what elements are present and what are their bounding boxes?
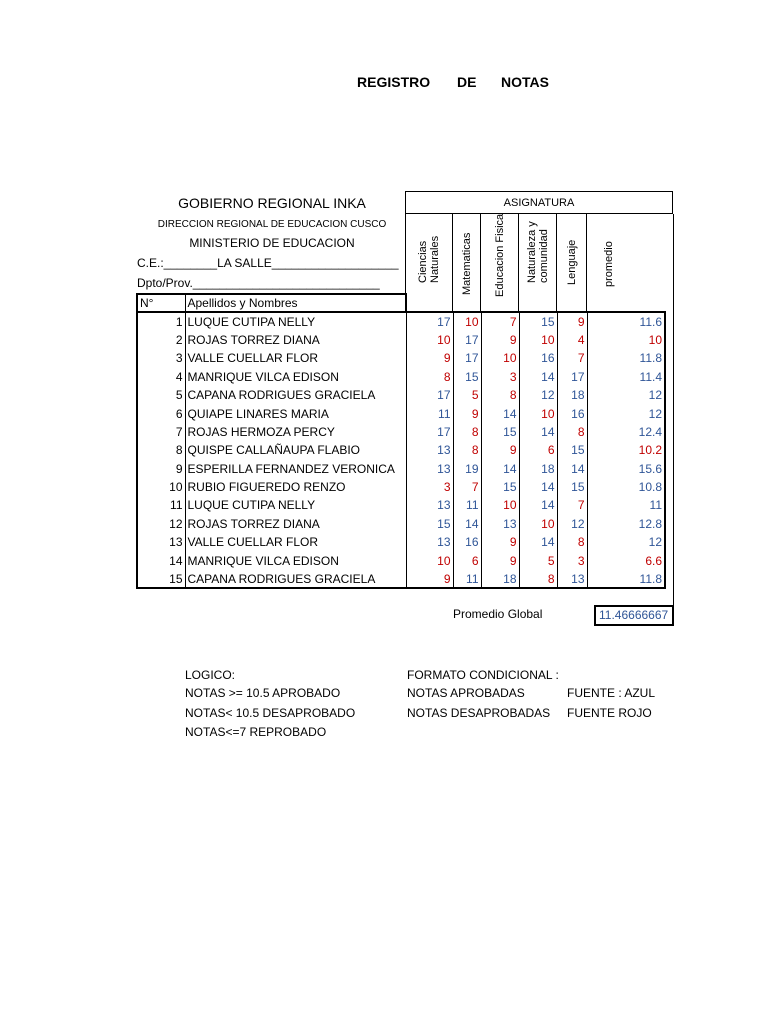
grade-cell: 15 xyxy=(557,441,587,459)
student-name: VALLE CUELLAR FLOR xyxy=(187,535,318,550)
grade-cell: 6 xyxy=(519,441,557,459)
row-number: 9 xyxy=(137,460,185,478)
average-cell: 12 xyxy=(587,533,665,551)
grade-cell: 9 xyxy=(406,349,453,367)
average-cell: 6.6 xyxy=(587,551,665,569)
logic-title: LOGICO: xyxy=(185,668,236,682)
grade-cell: 10 xyxy=(519,515,557,533)
row-number: 15 xyxy=(137,570,185,588)
grade-cell: 14 xyxy=(519,496,557,514)
grade-cell: 15 xyxy=(519,312,557,330)
table-row xyxy=(137,551,665,569)
grade-cell: 17 xyxy=(406,312,453,330)
table-row xyxy=(137,515,665,533)
grade-cell: 8 xyxy=(453,441,481,459)
grade-cell: 17 xyxy=(557,368,587,386)
grade-cell: 3 xyxy=(481,368,519,386)
grade-cell: 15 xyxy=(557,478,587,496)
format-rule-1-value: FUENTE : AZUL xyxy=(567,686,656,700)
grade-cell: 10 xyxy=(406,551,453,569)
student-name: LUQUE CUTIPA NELLY xyxy=(187,498,316,513)
table-header-row xyxy=(137,294,665,312)
grade-cell: 9 xyxy=(481,441,519,459)
grade-cell: 12 xyxy=(557,515,587,533)
student-name: QUISPE CALLAÑAUPA FLABIO xyxy=(187,443,361,458)
table-row xyxy=(137,496,665,514)
title-de: DE xyxy=(457,74,477,90)
grade-cell: 13 xyxy=(406,533,453,551)
student-name: ROJAS TORREZ DIANA xyxy=(187,332,320,347)
subject-label-line: Matematicas xyxy=(460,232,473,295)
grade-cell: 17 xyxy=(406,423,453,441)
average-cell: 10 xyxy=(587,331,665,349)
row-number: 6 xyxy=(137,404,185,422)
logic-line-3: NOTAS<=7 REPROBADO xyxy=(185,725,327,739)
student-name: ROJAS HERMOZA PERCY xyxy=(187,424,335,439)
grade-cell: 8 xyxy=(453,423,481,441)
grade-cell: 17 xyxy=(453,331,481,349)
grade-cell: 10 xyxy=(519,331,557,349)
grade-cell: 15 xyxy=(481,423,519,441)
student-name: LUQUE CUTIPA NELLY xyxy=(185,312,406,330)
average-cell: 10.2 xyxy=(587,441,665,459)
grade-cell: 8 xyxy=(557,423,587,441)
gobierno-heading: GOBIERNO REGIONAL INKA xyxy=(178,195,366,211)
header-name: Apellidos y Nombres xyxy=(185,294,406,312)
table-right-border xyxy=(673,214,674,606)
grade-cell: 10 xyxy=(453,312,481,330)
row-number: 10 xyxy=(137,478,185,496)
row-number: 13 xyxy=(137,533,185,551)
table-row xyxy=(137,404,665,422)
row-number: 5 xyxy=(137,386,185,404)
grade-cell: 9 xyxy=(481,551,519,569)
subject-label-line: Naturaleza y xyxy=(525,221,538,283)
grade-cell: 14 xyxy=(519,533,557,551)
grade-cell: 13 xyxy=(557,570,587,588)
grade-cell: 11 xyxy=(453,570,481,588)
grade-cell: 14 xyxy=(519,478,557,496)
grade-cell: 16 xyxy=(519,349,557,367)
average-cell: 11.8 xyxy=(587,349,665,367)
subject-label-line: Naturales xyxy=(429,235,441,283)
average-cell: 12.8 xyxy=(587,515,665,533)
student-name: VALLE CUELLAR FLOR xyxy=(187,351,318,366)
grade-cell: 3 xyxy=(557,551,587,569)
dpto-field: Dpto/Prov.____________________________ xyxy=(137,276,380,290)
title-registro: REGISTRO xyxy=(357,74,431,90)
students-table xyxy=(136,293,666,589)
grade-cell: 11 xyxy=(406,404,453,422)
row-number: 7 xyxy=(137,423,185,441)
table-row xyxy=(137,423,665,441)
grade-cell: 10 xyxy=(406,331,453,349)
grade-cell: 18 xyxy=(519,460,557,478)
grade-cell: 19 xyxy=(453,460,481,478)
row-number: 4 xyxy=(137,368,185,386)
grade-cell: 7 xyxy=(453,478,481,496)
subject-label-line: Lenguaje xyxy=(565,239,578,285)
promedio-global-label: Promedio Global xyxy=(453,607,543,621)
grade-cell: 17 xyxy=(453,349,481,367)
table-row xyxy=(137,533,665,551)
grade-cell: 3 xyxy=(406,478,453,496)
student-name: MANRIQUE VILCA EDISON xyxy=(187,369,339,384)
subject-label-line: comunidad xyxy=(537,229,550,283)
average-cell: 12.4 xyxy=(587,423,665,441)
format-title: FORMATO CONDICIONAL : xyxy=(407,668,559,682)
row-number: 14 xyxy=(137,551,185,569)
table-row xyxy=(137,331,665,349)
grade-cell: 7 xyxy=(481,312,519,330)
grade-cell: 16 xyxy=(557,404,587,422)
row-number: 11 xyxy=(137,496,185,514)
grade-cell: 15 xyxy=(406,515,453,533)
grade-cell: 14 xyxy=(481,404,519,422)
grade-cell: 8 xyxy=(557,533,587,551)
subject-label-line: promedio xyxy=(603,241,615,287)
subject-label-line: Educacion Fisica xyxy=(493,213,506,297)
grade-cell: 14 xyxy=(453,515,481,533)
grade-cell: 8 xyxy=(481,386,519,404)
grade-cell: 13 xyxy=(481,515,519,533)
row-number: 8 xyxy=(137,441,185,459)
grade-cell: 6 xyxy=(453,551,481,569)
student-name: ESPERILLA FERNANDEZ VERONICA xyxy=(187,461,395,476)
average-cell: 12 xyxy=(587,404,665,422)
grade-cell: 7 xyxy=(557,496,587,514)
grade-cell: 14 xyxy=(519,423,557,441)
table-row xyxy=(137,478,665,496)
average-cell: 12 xyxy=(587,386,665,404)
asignatura-header: ASIGNATURA xyxy=(405,191,673,214)
header-num: N° xyxy=(137,294,185,312)
table-row xyxy=(137,349,665,367)
format-rule-1-label: NOTAS APROBADAS xyxy=(407,686,525,700)
ministerio-heading: MINISTERIO DE EDUCACION xyxy=(189,236,355,250)
student-name: MANRIQUE VILCA EDISON xyxy=(187,553,339,568)
table-row xyxy=(137,368,665,386)
student-name: CAPANA RODRIGUES GRACIELA xyxy=(187,388,376,403)
student-name: CAPANA RODRIGUES GRACIELA xyxy=(185,570,406,588)
table-row xyxy=(137,386,665,404)
grade-cell: 12 xyxy=(519,386,557,404)
grade-cell: 18 xyxy=(557,386,587,404)
table-row xyxy=(137,441,665,459)
grade-cell: 10 xyxy=(481,349,519,367)
format-rule-2-value: FUENTE ROJO xyxy=(567,706,652,720)
grade-cell: 4 xyxy=(557,331,587,349)
grade-cell: 18 xyxy=(481,570,519,588)
grade-cell: 16 xyxy=(453,533,481,551)
grade-cell: 9 xyxy=(453,404,481,422)
grade-cell: 17 xyxy=(406,386,453,404)
average-cell: 11.6 xyxy=(587,312,665,330)
grade-cell: 13 xyxy=(406,460,453,478)
grade-cell: 14 xyxy=(481,460,519,478)
grade-cell: 14 xyxy=(519,368,557,386)
grade-cell: 10 xyxy=(519,404,557,422)
grade-cell: 15 xyxy=(453,368,481,386)
table-row xyxy=(137,460,665,478)
student-name: RUBIO FIGUEREDO RENZO xyxy=(187,480,346,495)
grade-cell: 15 xyxy=(481,478,519,496)
grade-cell: 13 xyxy=(406,496,453,514)
grade-cell: 8 xyxy=(519,570,557,588)
direccion-heading: DIRECCION REGIONAL DE EDUCACION CUSCO xyxy=(157,219,387,230)
grade-cell: 5 xyxy=(519,551,557,569)
promedio-global-value: 11.46666667 xyxy=(594,605,674,626)
table-row xyxy=(137,570,665,588)
average-cell: 10.8 xyxy=(587,478,665,496)
average-cell: 11 xyxy=(587,496,665,514)
row-number: 2 xyxy=(137,331,185,349)
average-cell: 11.8 xyxy=(587,570,665,588)
grade-cell: 9 xyxy=(557,312,587,330)
grade-cell: 9 xyxy=(406,570,453,588)
table-row xyxy=(137,312,665,330)
average-cell: 11.4 xyxy=(587,368,665,386)
logic-line-2: NOTAS< 10.5 DESAPROBADO xyxy=(185,706,356,720)
grade-cell: 14 xyxy=(557,460,587,478)
subject-label-line: Ciencias xyxy=(417,240,429,283)
format-rule-2-label: NOTAS DESAPROBADAS xyxy=(407,706,551,720)
row-number: 3 xyxy=(137,349,185,367)
logic-line-1: NOTAS >= 10.5 APROBADO xyxy=(185,686,341,700)
title-notas: NOTAS xyxy=(501,74,549,90)
student-name: ROJAS TORREZ DIANA xyxy=(187,516,320,531)
ce-field: C.E.:________LA SALLE___________________ xyxy=(137,256,399,270)
grade-cell: 7 xyxy=(557,349,587,367)
student-name: QUIAPE LINARES MARIA xyxy=(187,406,329,421)
average-cell: 15.6 xyxy=(587,460,665,478)
grade-cell: 11 xyxy=(453,496,481,514)
grade-cell: 13 xyxy=(406,441,453,459)
row-number: 1 xyxy=(137,312,185,330)
grade-cell: 5 xyxy=(453,386,481,404)
grade-cell: 9 xyxy=(481,533,519,551)
grade-cell: 9 xyxy=(481,331,519,349)
grade-cell: 8 xyxy=(406,368,453,386)
row-number: 12 xyxy=(137,515,185,533)
grade-cell: 10 xyxy=(481,496,519,514)
